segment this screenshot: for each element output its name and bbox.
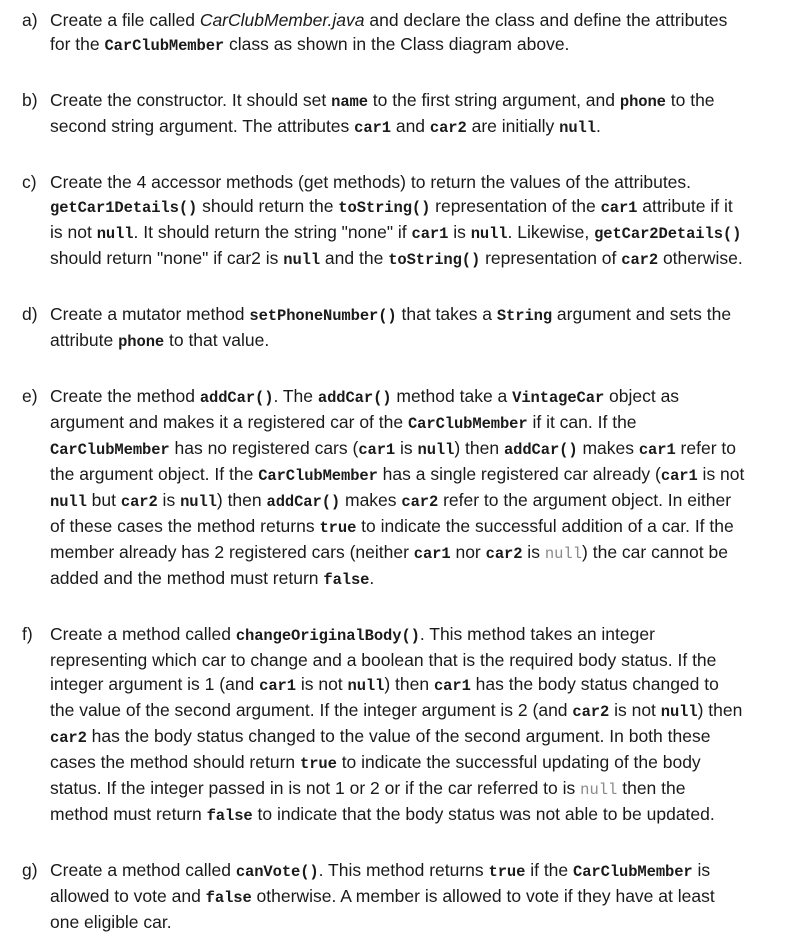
text-span: and the xyxy=(320,248,389,268)
text-span: argument and sets the attribute xyxy=(50,304,732,350)
section-gap xyxy=(0,58,789,88)
code-span: car2 xyxy=(485,545,523,563)
code-span: car2 xyxy=(429,119,467,137)
text-span: method take a xyxy=(391,386,513,406)
code-span: car1 xyxy=(600,199,638,217)
code-span: CarClubMember xyxy=(50,441,170,459)
text-span: . The xyxy=(273,386,318,406)
exercise-item xyxy=(0,384,789,592)
text-span: Create a method called xyxy=(50,624,236,644)
text-span: . xyxy=(369,568,375,588)
text-span: to indicate the successful addition of a car. If the member already has 2 registered cars (neither xyxy=(50,516,734,562)
text-span: otherwise. xyxy=(658,248,743,268)
text-span: nor xyxy=(450,542,486,562)
code-span: car1 xyxy=(660,467,698,485)
text-span: should return the xyxy=(197,196,339,216)
section-gap xyxy=(0,828,789,858)
text-span: is not xyxy=(295,674,348,694)
code-span: car1 xyxy=(433,677,471,695)
code-span: car2 xyxy=(401,493,439,511)
code-span: addCar() xyxy=(199,389,274,407)
text-span: if it can. If the xyxy=(527,412,637,432)
code-span: car2 xyxy=(572,703,610,721)
code-span: car1 xyxy=(411,225,449,243)
code-span: null xyxy=(470,225,508,243)
exercise-item xyxy=(0,8,789,58)
code-span: car1 xyxy=(638,441,676,459)
code-span: car2 xyxy=(50,729,87,747)
code-span: car2 xyxy=(621,251,659,269)
code-span: null xyxy=(559,119,596,137)
text-span: is xyxy=(395,438,418,458)
text-span: should return "none" if car2 is xyxy=(50,248,284,268)
text-span: Create the constructor. It should set xyxy=(50,90,332,110)
text-span: are initially xyxy=(466,116,560,136)
text-span: to the first string argument, and xyxy=(367,90,620,110)
text-span: refer to the argument object. If the xyxy=(50,438,736,484)
exercise-item-text xyxy=(50,302,748,354)
exercise-item-text xyxy=(50,384,748,592)
text-span: Create a file called xyxy=(50,10,200,30)
code-span: String xyxy=(496,307,553,325)
exercise-item-label: d) xyxy=(22,304,38,324)
exercise-item-label: f) xyxy=(22,624,33,644)
text-span: ) then xyxy=(697,700,743,720)
text-span: ) the car cannot be added and the method must return xyxy=(50,542,728,588)
exercise-item-label: g) xyxy=(22,860,38,880)
exercise-item xyxy=(0,88,789,140)
exercise-item-text xyxy=(50,8,748,58)
text-span: . Likewise, xyxy=(507,222,595,242)
text-span: to the second string argument. The attributes xyxy=(50,90,715,136)
section-gap xyxy=(0,272,789,302)
code-span: null xyxy=(544,545,583,563)
text-span: and declare the class and define the attributes for the xyxy=(50,10,728,54)
code-span: phone xyxy=(619,93,666,111)
text-span: to that value. xyxy=(164,330,270,350)
text-span: makes xyxy=(340,490,402,510)
exercise-item-label: c) xyxy=(22,172,37,192)
text-span: refer to the argument object. In either of these cases the method returns xyxy=(50,490,732,536)
code-span: name xyxy=(331,93,368,111)
text-span: has a single registered car already ( xyxy=(377,464,661,484)
code-span: true xyxy=(319,519,357,537)
exercise-item xyxy=(0,858,789,934)
text-span: is allowed to vote and xyxy=(50,860,711,906)
code-span: car2 xyxy=(120,493,158,511)
text-span: is not xyxy=(697,464,745,484)
text-span: that takes a xyxy=(396,304,497,324)
code-span: false xyxy=(206,807,253,825)
code-span: addCar() xyxy=(503,441,578,459)
code-span: toString() xyxy=(338,199,431,217)
code-span: false xyxy=(205,889,252,907)
code-span: changeOriginalBody() xyxy=(235,627,420,645)
exercise-item-label: b) xyxy=(22,90,38,110)
text-span: representation of the xyxy=(430,196,601,216)
code-span: car1 xyxy=(358,441,396,459)
section-gap xyxy=(0,140,789,170)
code-span: getCar1Details() xyxy=(50,199,198,217)
filename-span: CarClubMember.java xyxy=(199,10,365,30)
code-span: true xyxy=(300,755,337,773)
text-span: otherwise. A member is allowed to vote if they have at least one eligible car. xyxy=(50,886,715,932)
exercise-item xyxy=(0,302,789,354)
text-span: object as argument and makes it a registered car of the xyxy=(50,386,680,432)
code-span: addCar() xyxy=(266,493,341,511)
exercise-item-label: a) xyxy=(22,10,38,30)
code-span: null xyxy=(417,441,455,459)
text-span: and xyxy=(390,116,430,136)
text-span: attribute if it is not xyxy=(50,196,733,242)
code-span: false xyxy=(323,571,370,589)
code-span: car1 xyxy=(354,119,391,137)
text-span: has no registered cars ( xyxy=(169,438,359,458)
code-span: true xyxy=(488,863,526,881)
exercise-item-label: e) xyxy=(22,386,38,406)
code-span: VintageCar xyxy=(512,389,605,407)
code-span: null xyxy=(180,493,217,511)
code-span: null xyxy=(50,493,87,511)
text-span: ) then xyxy=(216,490,267,510)
code-span: phone xyxy=(118,333,165,351)
text-span: representation of xyxy=(480,248,622,268)
text-span: Create a method called xyxy=(50,860,236,880)
code-span: canVote() xyxy=(235,863,319,881)
code-span: null xyxy=(96,225,134,243)
text-span: if the xyxy=(525,860,574,880)
section-gap xyxy=(0,354,789,384)
code-span: CarClubMember xyxy=(573,863,693,881)
code-span: setPhoneNumber() xyxy=(249,307,397,325)
text-span: class as shown in the Class diagram above. xyxy=(224,34,570,54)
text-span: to indicate the successful updating of the body status. If the integer passed in is not 1 or 2 or if the car referred to is xyxy=(50,752,701,798)
text-span: makes xyxy=(577,438,639,458)
text-span: . This method returns xyxy=(318,860,489,880)
code-span: CarClubMember xyxy=(104,37,225,55)
exercise-item xyxy=(0,170,789,272)
text-span: to indicate that the body status was not able to be updated. xyxy=(252,804,715,824)
code-span: null xyxy=(283,251,321,269)
exercise-item-text xyxy=(50,622,748,828)
text-span: but xyxy=(86,490,121,510)
code-span: CarClubMember xyxy=(258,467,378,485)
text-span: . xyxy=(595,116,601,136)
exercise-item-text xyxy=(50,88,748,140)
code-span: car1 xyxy=(413,545,451,563)
exercise-item-text xyxy=(50,858,748,934)
text-span: has the body status changed to the value of the second argument. If the integer argument is 2 (and xyxy=(50,674,719,720)
code-span: CarClubMember xyxy=(407,415,528,433)
text-span: is xyxy=(448,222,471,242)
code-span: null xyxy=(660,703,698,721)
exercise-item xyxy=(0,622,789,828)
text-span: Create a mutator method xyxy=(50,304,250,324)
text-span: ) then xyxy=(384,674,434,694)
code-span: getCar2Details() xyxy=(594,225,742,243)
code-span: toString() xyxy=(388,251,481,269)
text-span: then the method must return xyxy=(50,778,686,824)
text-span: is xyxy=(157,490,181,510)
code-span: null xyxy=(580,781,618,799)
section-gap xyxy=(0,592,789,622)
text-span: Create the method xyxy=(50,386,200,406)
code-span: addCar() xyxy=(317,389,392,407)
text-span: Create the 4 accessor methods (get methods) to return the values of the attributes. xyxy=(50,172,692,192)
text-span: is xyxy=(522,542,545,562)
code-span: null xyxy=(347,677,385,695)
text-span: . This method takes an integer representing which car to change and a boolean that is the required body status. If the integer argument is 1 (and xyxy=(50,624,717,694)
code-span: car1 xyxy=(259,677,296,695)
text-span: is not xyxy=(609,700,661,720)
text-span: . It should return the string "none" if xyxy=(133,222,412,242)
text-span: ) then xyxy=(454,438,504,458)
text-span: has the body status changed to the value of the second argument. In both these cases the method should return xyxy=(50,726,711,772)
exercise-item-text xyxy=(50,170,748,272)
